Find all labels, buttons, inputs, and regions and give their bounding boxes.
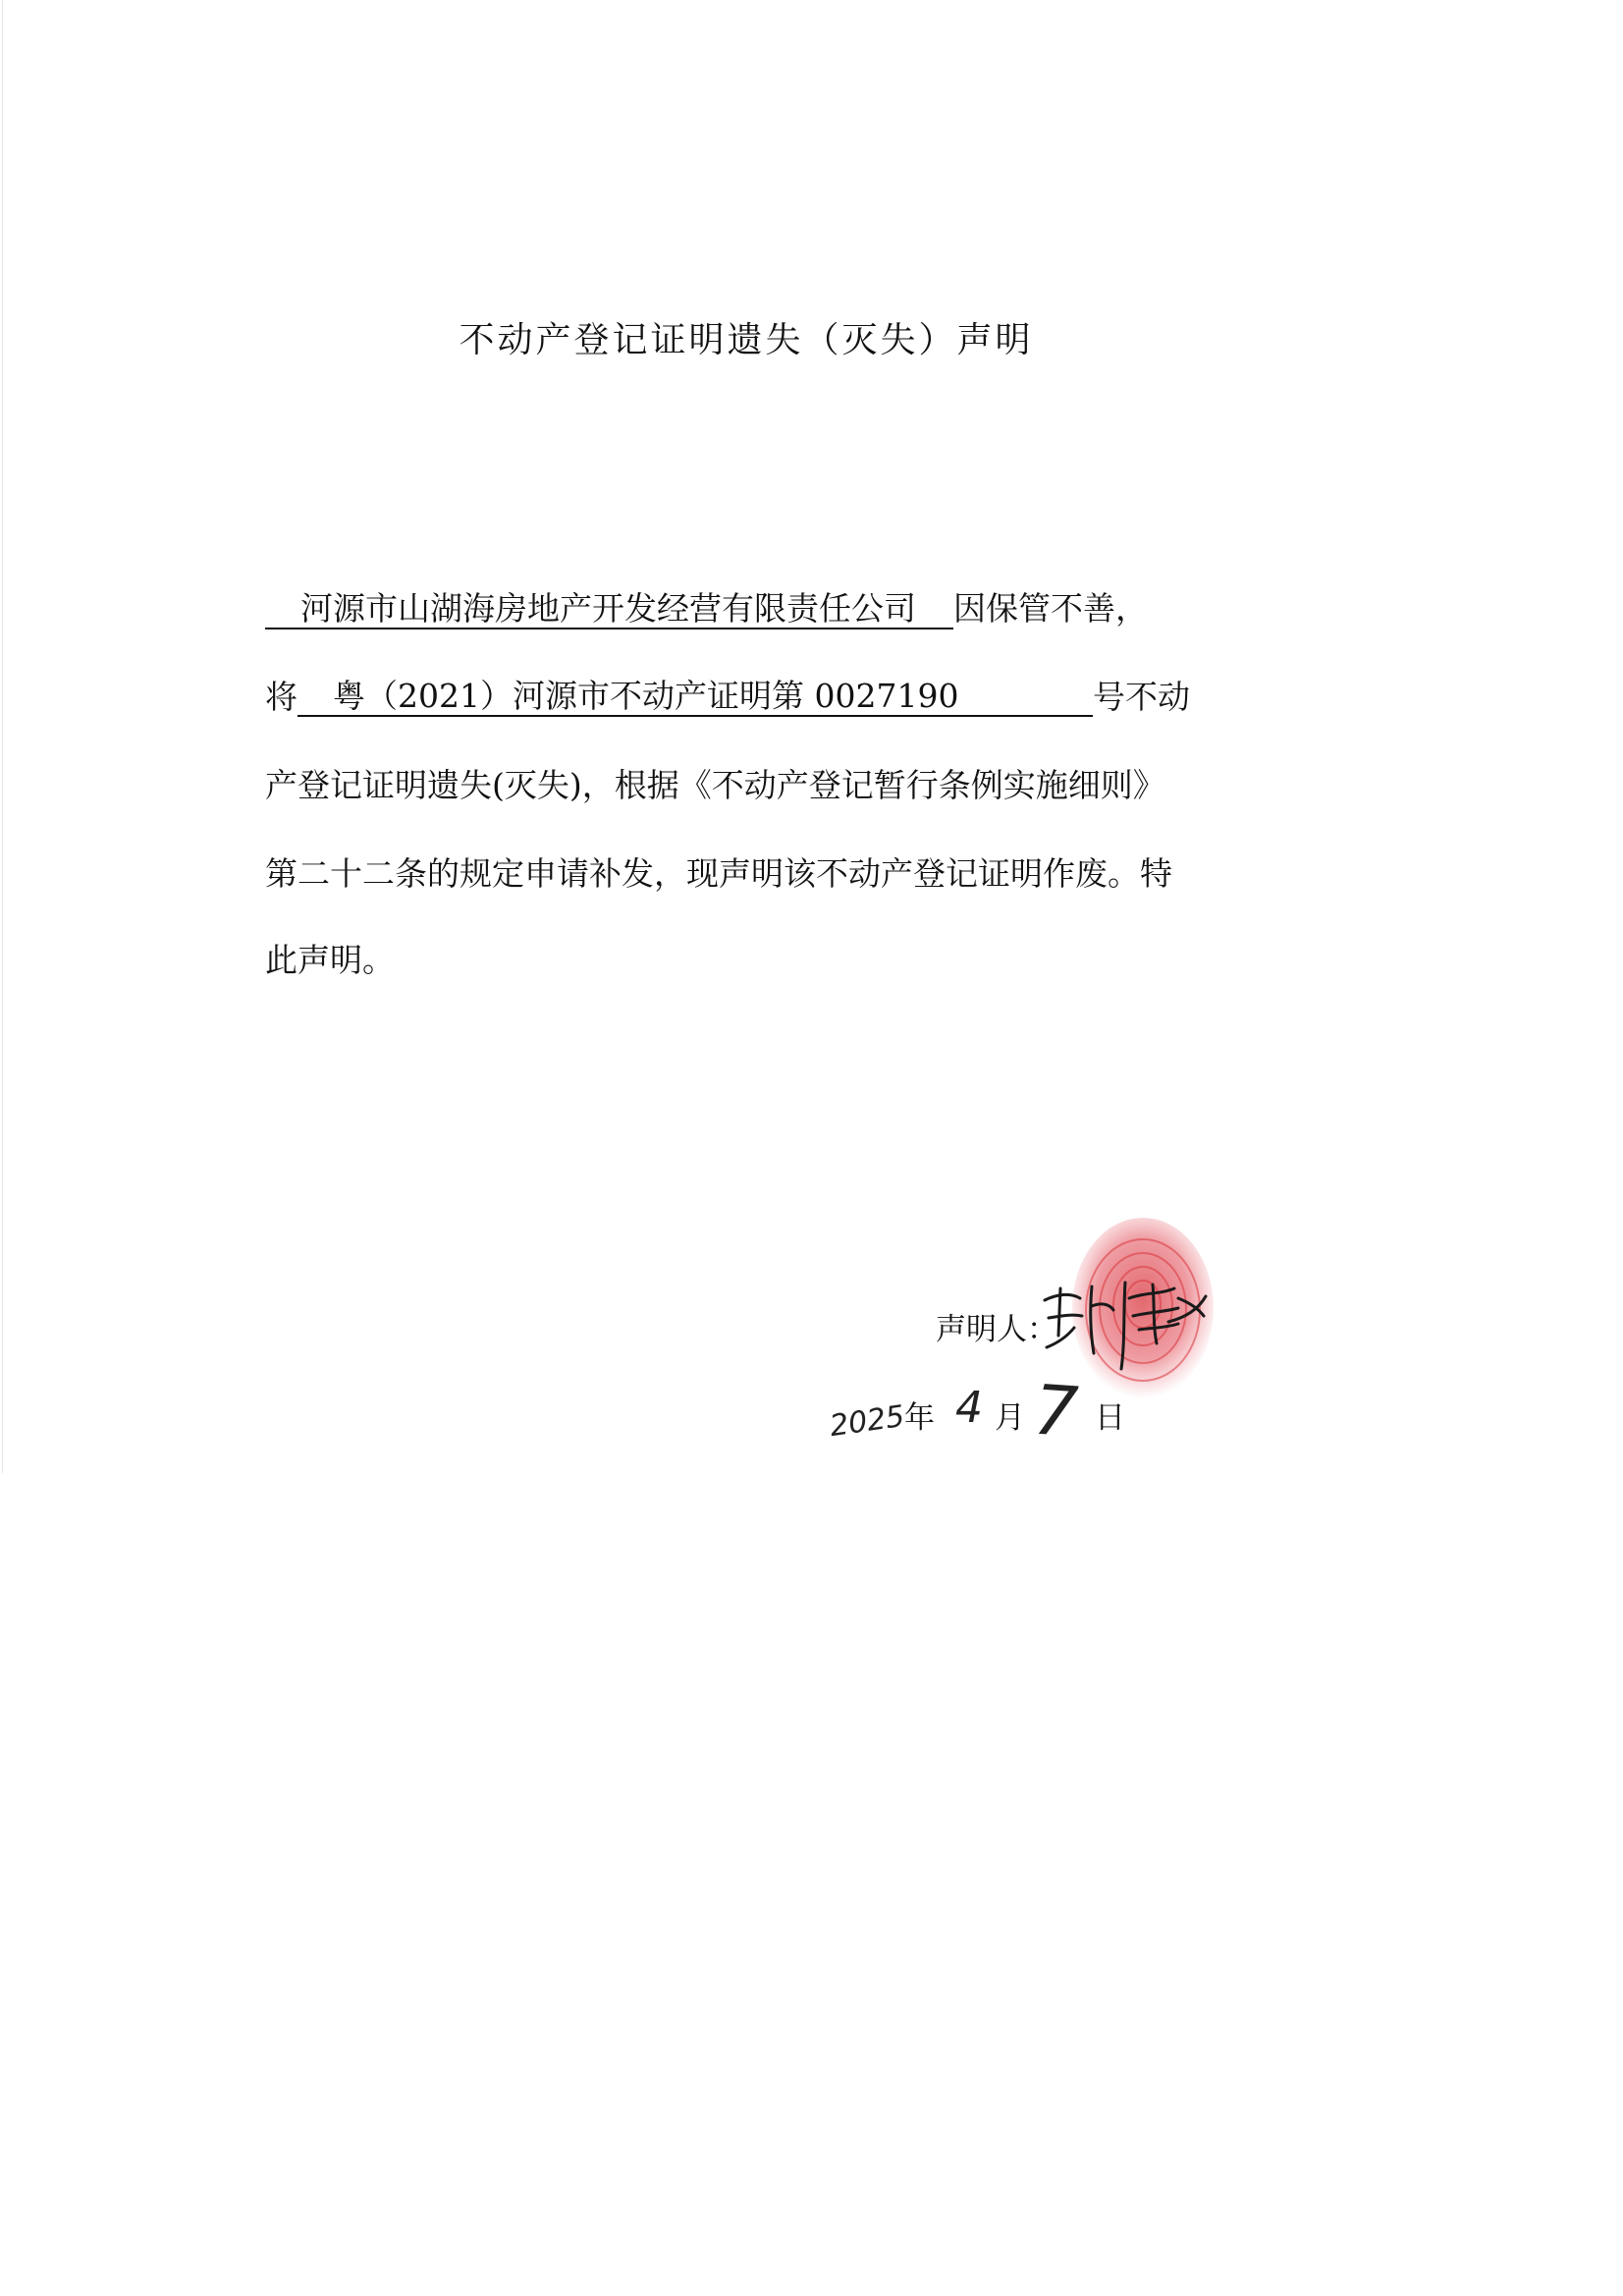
date-day-label: 日	[1095, 1400, 1125, 1436]
date-year-label: 年	[904, 1400, 935, 1436]
date-day-handwritten: 7	[1031, 1369, 1081, 1453]
body-line-4: 第二十二条的规定申请补发，现声明该不动产登记证明作废。特	[265, 854, 1172, 893]
handwritten-signature	[1031, 1259, 1217, 1377]
line2-prefix: 将	[265, 678, 298, 716]
line1-suffix: 因保管不善，	[953, 589, 1148, 628]
date-month-label: 月	[995, 1400, 1025, 1436]
line2-suffix: 号不动	[1093, 678, 1190, 716]
certificate-number-field: 粤（2021）河源市不动产证明第 0027190	[298, 678, 1093, 717]
date-year-handwritten: 2025	[827, 1398, 907, 1445]
date-month-handwritten: 4	[955, 1383, 983, 1433]
document-title: 不动产登记证明遗失（灭失）声明	[459, 320, 1034, 360]
page-edge	[2, 0, 3, 1473]
date-line	[827, 1365, 1144, 1493]
declarant-label: 声明人：	[936, 1312, 1057, 1347]
body-line-1	[265, 589, 1208, 629]
body-line-2	[265, 678, 1208, 717]
body-line-3: 产登记证明遗失(灭失)，根据《不动产登记暂行条例实施细则》	[265, 766, 1165, 804]
company-name-field: 河源市山湖海房地产开发经营有限责任公司	[265, 590, 953, 629]
body-line-5: 此声明。	[265, 941, 395, 979]
